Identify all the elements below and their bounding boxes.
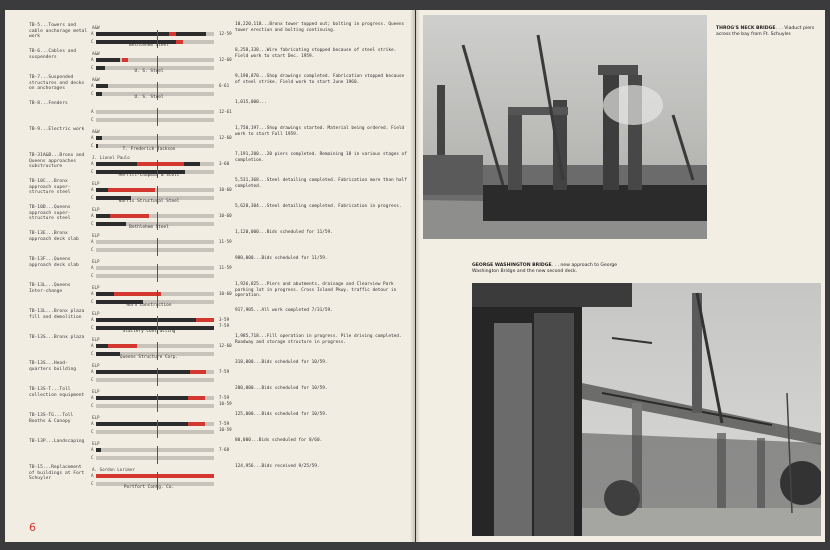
contractor-tag: ELP <box>92 207 100 212</box>
remark-text: All work completed 7/31/59. <box>261 308 333 313</box>
contractor-name: Portfort Contg. Co. <box>123 485 175 490</box>
contract-amount: 917,905... <box>235 308 262 313</box>
completion-marker: C <box>91 351 94 356</box>
schedule-row <box>5 334 415 360</box>
completion-marker: C <box>91 143 94 148</box>
progress-bars <box>91 308 229 334</box>
actual-marker: A <box>91 395 94 400</box>
progress-red-segment <box>122 58 128 62</box>
contract-remark <box>235 178 407 189</box>
contractor-tag: ELP <box>92 441 100 446</box>
contract-label: TB-9...Electric work <box>29 127 85 132</box>
progress-bars <box>91 438 229 464</box>
progress-bars <box>91 386 232 412</box>
actual-bar <box>96 84 214 88</box>
remark-text: Bids scheduled for 8/60. <box>258 438 323 443</box>
remark-text: Fill operation in progress. Pile driving completed. Roadway and storage structure in progress. <box>235 334 402 345</box>
remark-text: Bids scheduled for 10/59. <box>261 386 328 391</box>
completion-date: 10-60 <box>219 213 232 218</box>
scheduled-fill <box>96 222 126 226</box>
contract-amount: 1,750,197... <box>235 126 267 131</box>
actual-fill <box>96 370 202 374</box>
contractor-tag: ELP <box>92 285 100 290</box>
progress-red-segment <box>169 32 176 36</box>
contractor-name: Harris Structural Steel <box>118 199 180 204</box>
contract-remark <box>235 308 407 314</box>
progress-bars <box>91 22 232 48</box>
progress-bars <box>91 100 232 126</box>
contract-amount: 5,531,368... <box>235 178 267 183</box>
completion-marker: C <box>91 169 94 174</box>
contract-label: TB-5...Towers and cable anchorage metal work <box>29 23 88 40</box>
actual-fill <box>96 58 120 62</box>
completion-date: 3-60 <box>219 161 230 166</box>
schedule-row <box>5 386 415 412</box>
remark-text: Shop drawings started. Material being ordered. Field work to start Fall 1959. <box>235 126 405 137</box>
schedule-row <box>5 48 415 74</box>
contract-remark <box>235 74 407 85</box>
completion-marker: C <box>91 455 94 460</box>
actual-bar <box>96 266 214 270</box>
completion-date: 12-60 <box>219 135 232 140</box>
actual-marker: A <box>91 265 94 270</box>
contract-amount: 124,956... <box>235 464 262 469</box>
actual-marker: A <box>91 473 94 478</box>
scheduled-bar <box>96 118 214 122</box>
actual-bar <box>96 448 214 452</box>
contractor-name: U. S. Steel <box>134 69 164 74</box>
contractor-tag: A&W <box>92 51 100 56</box>
contract-remark <box>235 256 407 262</box>
scheduled-bar <box>96 404 214 408</box>
contractor-tag: ELP <box>92 337 100 342</box>
completion-marker: C <box>91 39 94 44</box>
contractor-name: Bethlehem Steel <box>129 43 169 48</box>
schedule-row <box>5 230 415 256</box>
contract-amount: 1,926,825... <box>235 282 267 287</box>
scheduled-fill <box>96 66 105 70</box>
remark-text: Bids scheduled for 10/59. <box>261 360 328 365</box>
actual-marker: A <box>91 161 94 166</box>
progress-bars <box>91 126 232 152</box>
contract-amount: 80,000... <box>235 438 259 443</box>
actual-bar <box>96 240 214 244</box>
progress-bars <box>91 334 232 360</box>
progress-bars <box>91 256 232 282</box>
contract-amount: 8,258,338... <box>235 48 267 53</box>
contractor-tag: A. Gordon Lorimer <box>92 467 135 472</box>
scheduled-bar <box>96 456 214 460</box>
contract-label: TB-10D...Queens approach super-structure steel <box>29 205 71 222</box>
actual-bar <box>96 474 214 478</box>
actual-fill <box>96 32 206 36</box>
contract-label: TB-7...Suspended structures and decks on anchorages <box>29 75 85 92</box>
progress-bars <box>91 282 232 308</box>
contract-label: TB-6...Cables and suspenders <box>29 49 77 60</box>
page-number: 6 <box>29 521 36 534</box>
scheduled-bar <box>96 430 214 434</box>
actual-marker: A <box>91 317 94 322</box>
contract-remark <box>235 386 407 392</box>
progress-bars <box>91 48 232 74</box>
photo-page <box>416 10 825 542</box>
contract-remark <box>235 464 407 470</box>
schedule-row <box>5 74 415 100</box>
progress-red-segment <box>114 292 161 296</box>
completion-marker: C <box>91 325 94 330</box>
progress-red-segment <box>108 344 138 348</box>
contract-label: TB-13P...Landscaping <box>29 439 85 444</box>
throgs-neck-photo <box>423 15 707 239</box>
actual-marker: A <box>91 239 94 244</box>
progress-bars <box>91 74 229 100</box>
page-gutter <box>410 10 420 542</box>
actual-bar <box>96 110 214 114</box>
progress-bars <box>91 230 232 256</box>
progress-red-segment <box>96 474 214 478</box>
actual-marker: A <box>91 369 94 374</box>
completion-marker: C <box>91 403 94 408</box>
contract-label: TB-13S-T...Toll collection equipment <box>29 387 85 398</box>
contract-amount: 10,220,118... <box>235 22 270 27</box>
schedule-row <box>5 22 415 48</box>
contract-label: TB-13F...Queens approach deck slab <box>29 257 79 268</box>
actual-bar <box>96 344 214 348</box>
actual-bar <box>96 32 214 36</box>
contract-remark <box>235 438 407 444</box>
actual-fill <box>96 448 101 452</box>
remark-text: Wire fabricating stopped because of steel strike. Field work to start Dec. 1959. <box>235 48 397 59</box>
contract-amount: 9,190,870... <box>235 74 267 79</box>
today-line <box>157 420 158 438</box>
magazine-spread <box>5 10 825 542</box>
completion-date: 11-59 <box>219 239 232 244</box>
completion-date: 7-59 <box>219 369 230 374</box>
actual-marker: A <box>91 291 94 296</box>
contractor-tag: J. Lionel Paulo <box>92 155 130 160</box>
progress-red-segment <box>110 214 149 218</box>
contractor-name: U. S. Steel <box>134 95 164 100</box>
scheduled-red-segment <box>176 40 183 44</box>
actual-marker: A <box>91 31 94 36</box>
scheduled-bar <box>96 248 214 252</box>
schedule-row <box>5 360 415 386</box>
progress-red-segment <box>188 396 205 400</box>
contract-label: TB-15...Replacement of buildings at Fort Schuyler <box>29 465 85 482</box>
contract-remark <box>235 152 407 163</box>
contract-amount: 980,000... <box>235 256 262 261</box>
schedule-row <box>5 308 415 334</box>
remark-text: Shop drawings completed. Fabrication stopped because of steel strike. Field work to start June 1960. <box>235 74 405 85</box>
today-line <box>157 394 158 412</box>
schedule-row <box>5 412 415 438</box>
today-line <box>157 446 158 464</box>
contract-label: TB-13S...Bronx plaza <box>29 335 85 340</box>
actual-marker: A <box>91 57 94 62</box>
progress-red-segment <box>188 422 205 426</box>
progress-red-segment <box>190 370 205 374</box>
contract-label: TB-10C...Bronx approach super-structure steel <box>29 179 71 196</box>
contract-amount: 5,628,304... <box>235 204 267 209</box>
completion-date: 10-60 <box>219 187 232 192</box>
progress-bars <box>91 204 232 230</box>
completion-marker: C <box>91 247 94 252</box>
completion-date-2: 10-59 <box>219 427 232 432</box>
schedule-row <box>5 282 415 308</box>
actual-bar <box>96 214 214 218</box>
actual-bar <box>96 422 214 426</box>
contract-remark <box>235 48 407 59</box>
actual-bar <box>96 136 214 140</box>
contract-remark <box>235 230 407 236</box>
contractor-tag: A&W <box>92 77 100 82</box>
contract-amount: 1,120,000... <box>235 230 267 235</box>
schedule-row <box>5 464 415 490</box>
contractor-tag: ELP <box>92 363 100 368</box>
contractor-name: Slattery Contracting <box>122 329 176 334</box>
remark-text: Bronx tower topped out; bolting in progress. Queens tower erection and bolting continuing. <box>235 22 405 33</box>
contract-amount: 318,000... <box>235 360 262 365</box>
completion-date: 10-60 <box>219 291 232 296</box>
completion-date: 12-61 <box>219 109 232 114</box>
contract-amount: 7,191,200... <box>235 152 267 157</box>
contractor-tag: ELP <box>92 233 100 238</box>
contractor-tag: ELP <box>92 311 100 316</box>
actual-marker: A <box>91 213 94 218</box>
progress-red-segment <box>137 162 184 166</box>
remark-text: Bids scheduled for 11/59. <box>261 256 328 261</box>
completion-marker: C <box>91 429 94 434</box>
contract-amount: 125,000... <box>235 412 262 417</box>
progress-bars <box>91 464 229 490</box>
remark-text: Bids scheduled for 11/59. <box>266 230 333 235</box>
contractor-name: Horn Construction <box>126 303 172 308</box>
today-line <box>157 238 158 256</box>
completion-date-2: 7-59 <box>219 323 230 328</box>
actual-marker: A <box>91 187 94 192</box>
today-line <box>157 108 158 126</box>
progress-red-segment <box>108 188 155 192</box>
schedule-row <box>5 256 415 282</box>
today-line <box>157 264 158 282</box>
contract-remark <box>235 334 407 345</box>
schedule-row <box>5 152 415 178</box>
actual-fill <box>96 396 196 400</box>
completion-date: 7-59 <box>219 421 230 426</box>
scheduled-bar <box>96 378 214 382</box>
completion-date: 6-61 <box>219 83 230 88</box>
contractor-name: T. Frederick Jackson <box>122 147 176 152</box>
schedule-row <box>5 438 415 464</box>
today-line <box>157 368 158 386</box>
actual-marker: A <box>91 83 94 88</box>
scheduled-bar <box>96 274 214 278</box>
gw-bridge-photo <box>472 283 821 536</box>
completion-date: 12-60 <box>219 343 232 348</box>
progress-bars <box>91 178 232 204</box>
contract-label: TB-8...Fenders <box>29 101 68 106</box>
completion-date: 3-59 <box>219 317 230 322</box>
contract-remark <box>235 126 407 137</box>
contract-remark <box>235 282 407 299</box>
contractor-name: Bethlehem Steel <box>129 225 169 230</box>
completion-date: 7-60 <box>219 447 230 452</box>
contract-amount: 200,000... <box>235 386 262 391</box>
remark-text: Steel detailing completed. Fabrication in progress. <box>266 204 402 209</box>
actual-fill <box>96 136 102 140</box>
contract-label: TB-13E...Bronx approach deck slab <box>29 231 79 242</box>
progress-bars <box>91 360 229 386</box>
completion-marker: C <box>91 117 94 122</box>
actual-marker: A <box>91 343 94 348</box>
schedule-row <box>5 100 415 126</box>
contractor-tag: ELP <box>92 389 100 394</box>
completion-marker: C <box>91 221 94 226</box>
completion-marker: C <box>91 91 94 96</box>
actual-bar <box>96 396 214 400</box>
schedule-row <box>5 126 415 152</box>
schedule-row <box>5 204 415 230</box>
actual-bar <box>96 188 214 192</box>
actual-bar <box>96 58 214 62</box>
actual-bar <box>96 370 214 374</box>
actual-fill <box>96 84 108 88</box>
completion-marker: C <box>91 273 94 278</box>
contract-amount: 1,985,718... <box>235 334 267 339</box>
completion-marker: C <box>91 65 94 70</box>
contract-remark <box>235 412 407 418</box>
progress-chart-page <box>5 10 415 542</box>
contractor-tag: ELP <box>92 181 100 186</box>
contract-label: TB-13S...Head-quarters building <box>29 361 77 372</box>
remark-text: Bids scheduled for 10/59. <box>261 412 328 417</box>
completion-date: 11-59 <box>219 265 232 270</box>
actual-bar <box>96 162 214 166</box>
actual-marker: A <box>91 135 94 140</box>
completion-marker: C <box>91 195 94 200</box>
contract-label: TB-13L...Queens Inter-change <box>29 283 71 294</box>
completion-marker: C <box>91 299 94 304</box>
remark-text: 20 piers completed. Remaining 18 in various stages of completion. <box>235 152 407 163</box>
completion-date: 12-59 <box>219 31 232 36</box>
remark-text: Steel detailing completed. Fabrication more than half completed. <box>235 178 407 189</box>
completion-date: 12-60 <box>219 57 232 62</box>
progress-bars <box>91 152 229 178</box>
actual-bar <box>96 318 214 322</box>
progress-bars <box>91 412 232 438</box>
completion-marker: C <box>91 481 94 486</box>
gw-bridge-caption: GEORGE WASHINGTON BRIDGE. . . new approach to George Washington Bridge and the new second deck. <box>472 263 618 274</box>
actual-fill <box>96 422 196 426</box>
schedule-row <box>5 178 415 204</box>
scheduled-fill <box>96 144 98 148</box>
actual-marker: A <box>91 447 94 452</box>
contract-label: TB-13S-TG...Toll Booths & Canopy <box>29 413 74 424</box>
contract-label: TB-31A&B...Bronx and Queens approaches substructure <box>29 153 85 170</box>
contract-remark <box>235 22 407 33</box>
contractor-tag: A&W <box>92 129 100 134</box>
contract-remark <box>235 100 407 106</box>
remark-text: Piers and abutments, drainage and Clearview Park parking lot in progress. Cross Island Pkwy. traffic detour in operation. <box>235 282 397 299</box>
contractor-tag: ELP <box>92 415 100 420</box>
actual-bar <box>96 292 214 296</box>
completion-date: 7-59 <box>219 395 230 400</box>
contractor-name: Merritt-Chapman & Scott <box>118 173 180 178</box>
progress-red-segment <box>196 318 214 322</box>
completion-marker: C <box>91 377 94 382</box>
contract-label: TB-13L...Bronx plaza fill and demolition <box>29 309 85 320</box>
contract-remark <box>235 360 407 366</box>
actual-marker: A <box>91 109 94 114</box>
contractor-tag: A&W <box>92 25 100 30</box>
contractor-name: Queens Structure Corp. <box>119 355 179 360</box>
contract-amount: 1,015,000... <box>235 100 267 105</box>
throgs-neck-caption: THROG'S NECK BRIDGE. . . Viaduct piers across the bay from Ft. Schuyler. <box>716 26 815 37</box>
contractor-tag: ELP <box>92 259 100 264</box>
scheduled-fill <box>96 352 120 356</box>
contract-remark <box>235 204 407 210</box>
scheduled-fill <box>96 92 102 96</box>
completion-date-2: 10-59 <box>219 401 232 406</box>
actual-marker: A <box>91 421 94 426</box>
remark-text: Bids received 9/25/59. <box>261 464 320 469</box>
